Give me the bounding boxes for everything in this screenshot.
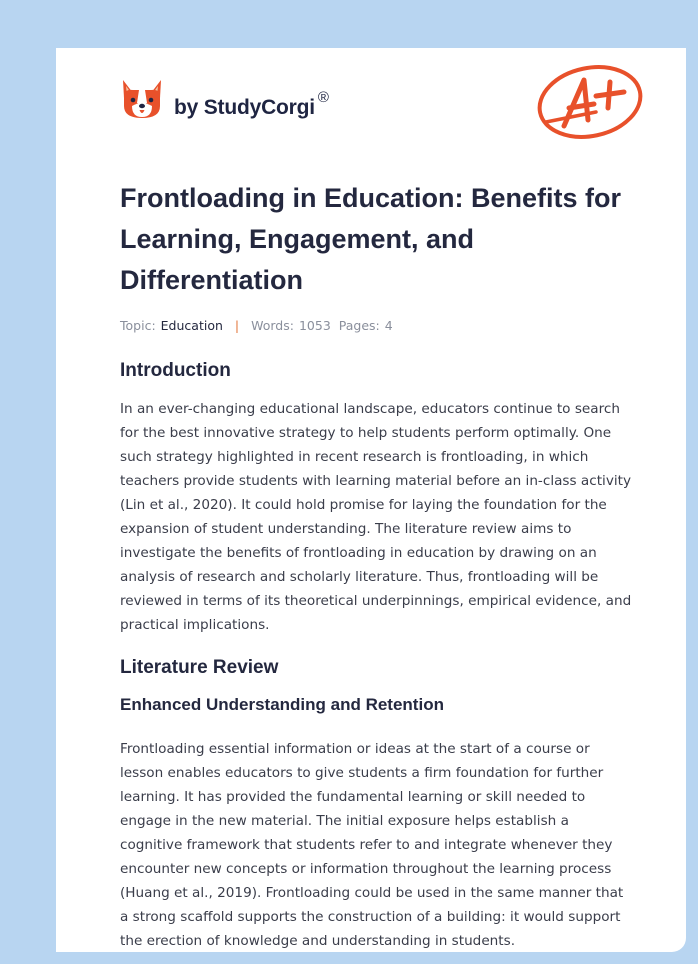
registered-mark: ® xyxy=(317,88,329,106)
a-plus-grade-icon xyxy=(536,62,646,142)
words-label: Words: xyxy=(251,318,294,333)
corgi-icon xyxy=(120,76,164,122)
page-title: Frontloading in Education: Benefits for Learning, Engagement, and Differentiation xyxy=(120,183,621,295)
meta-separator: | xyxy=(234,318,240,333)
enhanced-understanding-paragraph: Frontloading essential information or ideas at the start of a course or lesson enables educators to give students a firm foundation for further learning. It has provided the fundamental learning or skill needed to engage in the new material. The initial exposure helps establish a cognitive framework that students refer to and integrate whenever they encounter new concepts or information throughout the learning process (Huang et al., 2019). Frontloading could be used in the same manner that a strong scaffold supports the construction of a building: it would support the erection of knowledge and understanding in students. xyxy=(120,741,624,949)
pages-label: Pages: xyxy=(338,318,380,333)
article-content xyxy=(120,178,632,952)
article-meta xyxy=(120,318,632,333)
subsection-heading-enhanced-understanding: Enhanced Understanding and Retention xyxy=(120,695,444,714)
studycorgi-logo[interactable] xyxy=(120,76,329,122)
introduction-paragraph: In an ever-changing educational landscape, educators continue to search for the best innovative strategy to help students perform optimally. One such strategy highlighted in recent research is frontloading, in which teachers provide students with learning material before an in-class activity (Lin et al., 2020). It could hold promise for laying the foundation for the expansion of student understanding. The literature review aims to investigate the benefits of frontloading in education by drawing on an analysis of research and scholarly literature. Thus, frontloading will be reviewed in terms of its theoretical underpinnings, empirical evidence, and practical implications. xyxy=(120,401,632,633)
logo-text: by StudyCorgi ® xyxy=(174,88,329,119)
document-page xyxy=(56,48,686,952)
section-heading-introduction: Introduction xyxy=(120,360,231,381)
words-value: 1053 xyxy=(298,318,331,333)
topic-label: Topic: xyxy=(120,318,156,333)
section-heading-literature-review: Literature Review xyxy=(120,657,279,678)
topic-value[interactable]: Education xyxy=(160,318,223,333)
pages-value: 4 xyxy=(384,318,393,333)
header xyxy=(120,74,646,154)
